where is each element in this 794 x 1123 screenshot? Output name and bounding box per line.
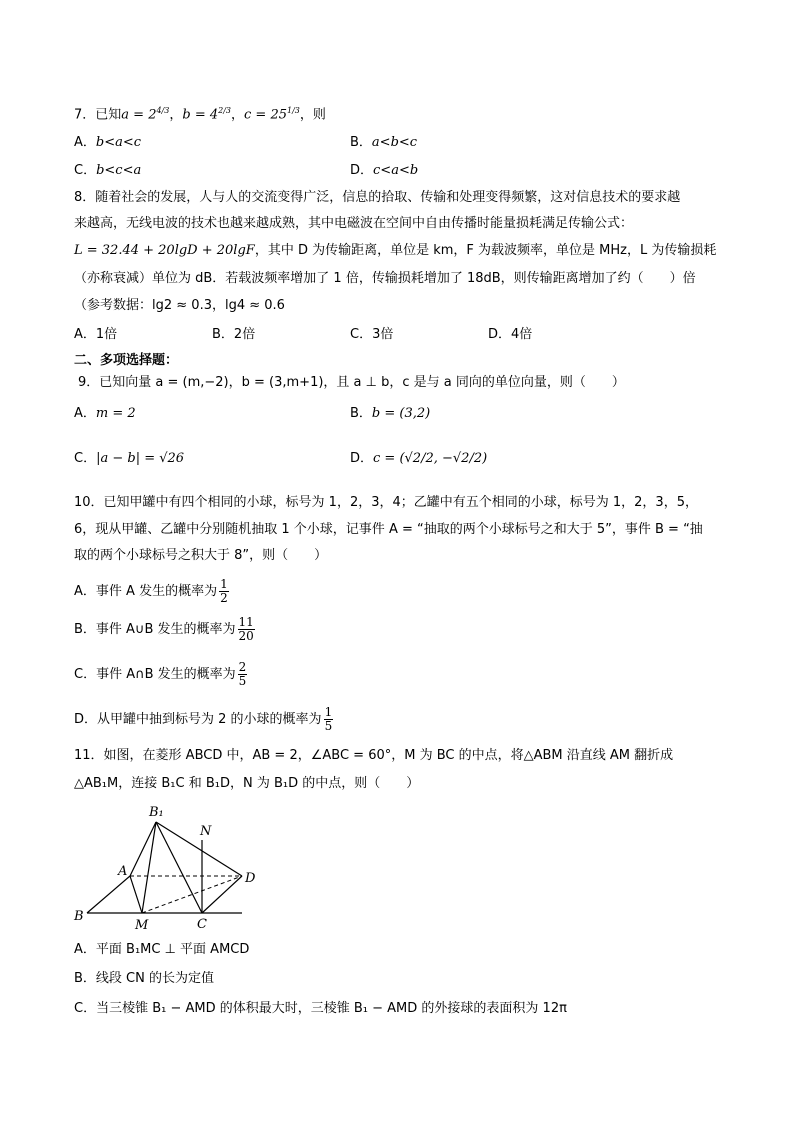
option-key: A． <box>74 584 96 599</box>
option-key: D． <box>350 451 374 466</box>
q7-c-exp: 1/3 <box>286 106 300 115</box>
label-d: D <box>245 871 256 886</box>
option-text: 线段 CN 的长为定值 <box>95 971 214 986</box>
fraction <box>238 661 248 688</box>
option-key: B． <box>74 622 96 637</box>
q9-option-c[interactable] <box>74 450 184 468</box>
option-text: 事件 A∩B 发生的概率为 <box>96 667 236 682</box>
q7-option-d[interactable] <box>350 162 418 180</box>
q8-option-a[interactable] <box>74 326 117 344</box>
fraction-numerator: 2 <box>238 660 247 674</box>
q7-c-expr: c = 25 <box>244 107 287 123</box>
label-b: B <box>74 909 84 924</box>
q7-option-b[interactable] <box>350 134 417 152</box>
option-text: b = (3,2) <box>371 406 431 421</box>
q7-b-expr: b = 4 <box>182 107 219 123</box>
q7-stem-text: 7．已知 <box>74 107 122 123</box>
option-key: D． <box>74 712 98 727</box>
q10-line-1: 10．已知甲罐中有四个相同的小球，标号为 1，2，3，4；乙罐中有五个相同的小球，标号为 1，2，3，5， <box>74 495 698 510</box>
option-key: D． <box>350 163 374 178</box>
option-text: 当三棱锥 B₁ − AMD 的体积最大时，三棱锥 B₁ − AMD 的外接球的表面积为 12π <box>96 1001 567 1016</box>
q8-formula: L = 32.44 + 20lgD + 20lgF <box>74 243 255 258</box>
option-text: a<b<c <box>371 135 418 150</box>
label-n: N <box>200 824 212 839</box>
q7-stem: 7．已知$a = 2^{4/3}$，$b = 4^{2/3}$，$c = 25^{1/3}$，则 <box>74 106 326 123</box>
q10-line-2: 6，现从甲罐、乙罐中分别随机抽取 1 个小球，记事件 A = “抽取的两个小球标号之和大于 5”，事件 B = “抽 <box>74 522 703 537</box>
q8-option-c[interactable] <box>350 326 393 344</box>
figure-solid-edges <box>87 822 242 913</box>
fraction-numerator: 11 <box>238 615 254 629</box>
fraction-denominator: 2 <box>220 591 228 605</box>
label-c: C <box>197 917 207 932</box>
q10-option-d[interactable] <box>74 704 333 736</box>
q7-a-expr: a = 2 <box>121 107 157 123</box>
option-key: A． <box>74 327 96 342</box>
q10-line-3: 取的两个小球标号之积大于 8”，则（ ） <box>74 548 328 563</box>
q8-line-1: 8．随着社会的发展，人与人的交流变得广泛，信息的拾取、传输和处理变得频繁，这对信息技术的要求越 <box>74 190 681 205</box>
option-key: A． <box>74 135 96 150</box>
q8-line-3-text: ，其中 D 为传输距离，单位是 km，F 为载波频率，单位是 MHz，L 为传输损耗 <box>254 243 717 258</box>
q7-option-a[interactable] <box>74 134 141 152</box>
section-heading: 二、多项选择题： <box>74 353 179 368</box>
option-key: B． <box>212 327 234 342</box>
option-text: |a − b| = √26 <box>96 451 185 466</box>
q9-option-b[interactable] <box>350 405 430 423</box>
label-b1: B₁ <box>149 805 164 820</box>
option-key: C． <box>74 667 97 682</box>
q10-option-a[interactable] <box>74 576 229 608</box>
label-m: M <box>135 918 149 933</box>
option-key: C． <box>74 451 97 466</box>
option-key: A． <box>74 942 96 957</box>
fraction-denominator: 20 <box>238 629 254 643</box>
option-text: 平面 B₁MC ⊥ 平面 AMCD <box>95 942 250 957</box>
q11-option-c[interactable] <box>74 1000 567 1018</box>
fraction <box>324 706 334 733</box>
option-key: B． <box>350 406 372 421</box>
option-key: B． <box>350 135 372 150</box>
q10-option-c[interactable] <box>74 659 247 691</box>
option-text: c = (√2/2, −√2/2) <box>373 451 488 466</box>
edge-b-a <box>87 876 130 913</box>
q8-option-d[interactable] <box>488 326 532 344</box>
geometry-figure <box>70 800 270 935</box>
option-key: C． <box>74 163 97 178</box>
edge-b1-c <box>156 822 202 913</box>
fraction-denominator: 5 <box>238 674 247 688</box>
option-key: B． <box>74 971 96 986</box>
option-text: 事件 A∪B 发生的概率为 <box>95 622 236 637</box>
edge-c-d <box>202 876 242 913</box>
q11-option-b[interactable] <box>74 970 214 988</box>
q11-line-2: △AB₁M，连接 B₁C 和 B₁D，N 为 B₁D 的中点，则（ ） <box>74 776 420 791</box>
fraction <box>219 578 229 605</box>
q11-option-a[interactable] <box>74 941 249 959</box>
fraction-numerator: 1 <box>220 577 228 591</box>
edge-b1-d <box>156 822 242 876</box>
q7-tail: ，则 <box>299 107 326 123</box>
edge-a-m <box>130 876 142 913</box>
q9-stem: 9．已知向量 a = (m,−2)，b = (3,m+1)，且 a ⊥ b，c 是与 a 同向的单位向量，则（ ） <box>78 375 625 390</box>
option-key: A． <box>74 406 96 421</box>
option-text: 1倍 <box>95 327 118 342</box>
label-a: A <box>118 864 128 879</box>
fraction <box>238 616 255 643</box>
option-text: 从甲罐中抽到标号为 2 的小球的概率为 <box>97 712 322 727</box>
option-text: b<c<a <box>96 163 142 178</box>
option-key: C． <box>350 327 373 342</box>
option-text: b<a<c <box>95 135 142 150</box>
option-text: m = 2 <box>95 406 136 421</box>
fraction-numerator: 1 <box>324 705 333 719</box>
q8-line-5: （参考数据：lg2 ≈ 0.3，lg4 ≈ 0.6 <box>74 298 285 313</box>
q8-option-b[interactable] <box>212 326 255 344</box>
q7-b-exp: 2/3 <box>218 106 231 115</box>
option-text: 事件 A 发生的概率为 <box>95 584 218 599</box>
fraction-denominator: 5 <box>324 719 333 733</box>
option-key: C． <box>74 1001 97 1016</box>
q8-line-2: 来越高，无线电波的技术也越来越成熟，其中电磁波在空间中自由传播时能量损耗满足传输公式： <box>74 216 634 231</box>
q8-line-3 <box>74 242 716 260</box>
option-text: 4倍 <box>511 327 533 342</box>
option-text: 2倍 <box>233 327 256 342</box>
q10-option-b[interactable] <box>74 614 255 646</box>
option-key: D． <box>488 327 512 342</box>
q7-a-exp: 4/3 <box>156 106 170 115</box>
option-text: 3倍 <box>372 327 394 342</box>
q8-line-4: （亦称衰减）单位为 dB．若载波频率增加了 1 倍，传输损耗增加了 18dB，则传输距离增加了约（ ）倍 <box>74 271 696 286</box>
q9-option-a[interactable] <box>74 405 136 423</box>
q11-line-1: 11．如图，在菱形 ABCD 中，AB = 2，∠ABC = 60°，M 为 BC 的中点，将△ABM 沿直线 AM 翻折成 <box>74 748 674 763</box>
q7-option-c[interactable] <box>74 162 141 180</box>
q9-option-d[interactable] <box>350 450 487 468</box>
option-text: c<a<b <box>373 163 419 178</box>
